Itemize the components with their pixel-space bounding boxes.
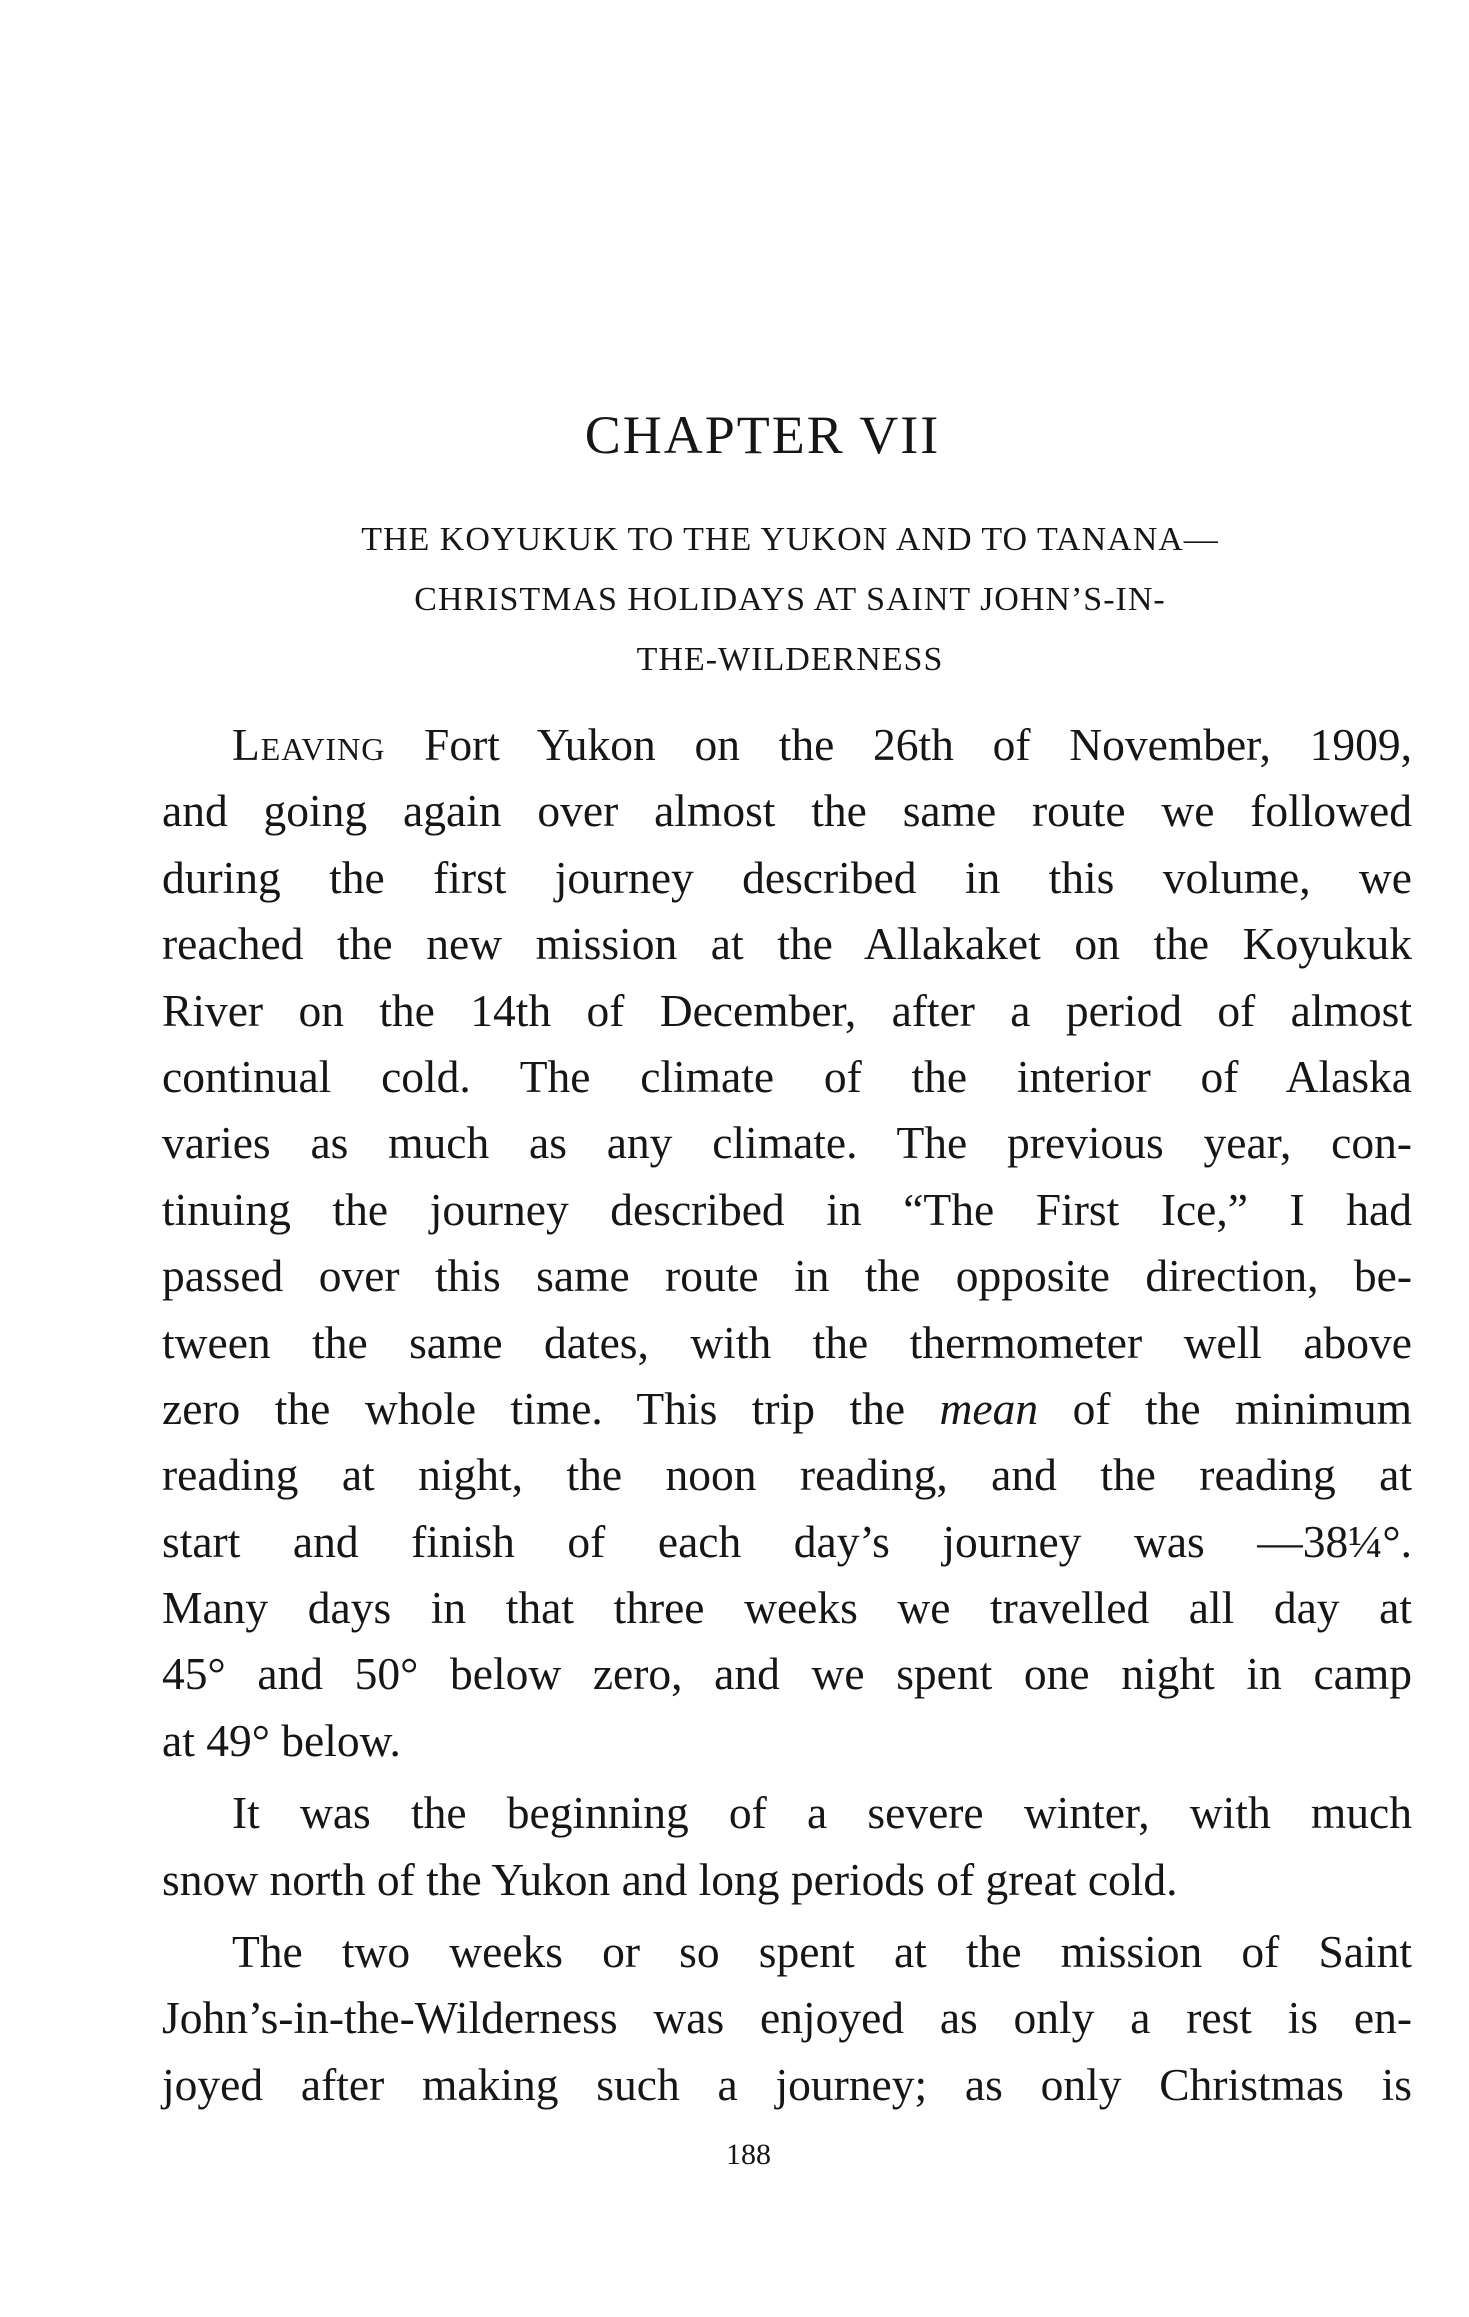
text-line-content: Fort Yukon on the 26th of November, 1909, <box>385 719 1412 770</box>
text-line: and going again over almost the same route we followed <box>162 785 1412 837</box>
text-line <box>162 712 1412 778</box>
text-line: Many days in that three weeks we travelled all day at <box>162 1582 1412 1634</box>
text-line: River on the 14th of December, after a period of almost <box>162 984 1412 1036</box>
text-line: tinuing the journey described in “The First Ice,” I had <box>162 1183 1412 1235</box>
text-line: passed over this same route in the opposite direction, be- <box>162 1250 1412 1302</box>
body-text <box>162 712 1412 2118</box>
text-line: John’s-in-the-Wilderness was enjoyed as only a rest is en- <box>162 1992 1412 2044</box>
text-line-content: zero the whole time. This trip the <box>162 1382 940 1434</box>
chapter-title: CHAPTER VII <box>584 405 941 465</box>
text-line: joyed after making such a journey; as only Christmas is <box>162 2058 1412 2110</box>
text-line <box>162 1376 1412 1442</box>
text-line: tween the same dates, with the thermometer well above <box>162 1316 1412 1368</box>
text-line: varies as much as any climate. The previous year, con- <box>162 1117 1412 1169</box>
text-line: 45° and 50° below zero, and we spent one night in camp <box>162 1648 1412 1700</box>
text-line: at 49° below. <box>162 1714 401 1766</box>
page-number: 188 <box>726 2138 771 2171</box>
text-line-content: of the minimum <box>1038 1382 1412 1434</box>
subtitle-line: THE KOYUKUK TO THE YUKON AND TO TANANA— <box>361 521 1219 558</box>
text-line: continual cold. The climate of the interior of Alaska <box>162 1050 1412 1102</box>
text-line: The two weeks or so spent at the mission of Saint <box>232 1926 1412 1978</box>
subtitle-line: CHRISTMAS HOLIDAYS AT SAINT JOHN’S-IN- <box>414 581 1166 618</box>
text-line: reached the new mission at the Allakaket on the Koyukuk <box>162 918 1412 970</box>
text-line: during the first journey described in this volume, we <box>162 851 1412 903</box>
chapter-subtitle <box>160 510 1420 690</box>
text-line: start and finish of each day’s journey was —38¼°. <box>162 1515 1412 1567</box>
subtitle-line: THE-WILDERNESS <box>636 641 944 678</box>
text-line: reading at night, the noon reading, and the reading at <box>162 1449 1412 1501</box>
italic-word: mean <box>939 1382 1039 1434</box>
text-line: It was the beginning of a severe winter, with much <box>232 1787 1412 1839</box>
text-line: snow north of the Yukon and long periods of great cold. <box>162 1853 1178 1905</box>
paragraph-lead-word: Leaving <box>232 719 386 770</box>
